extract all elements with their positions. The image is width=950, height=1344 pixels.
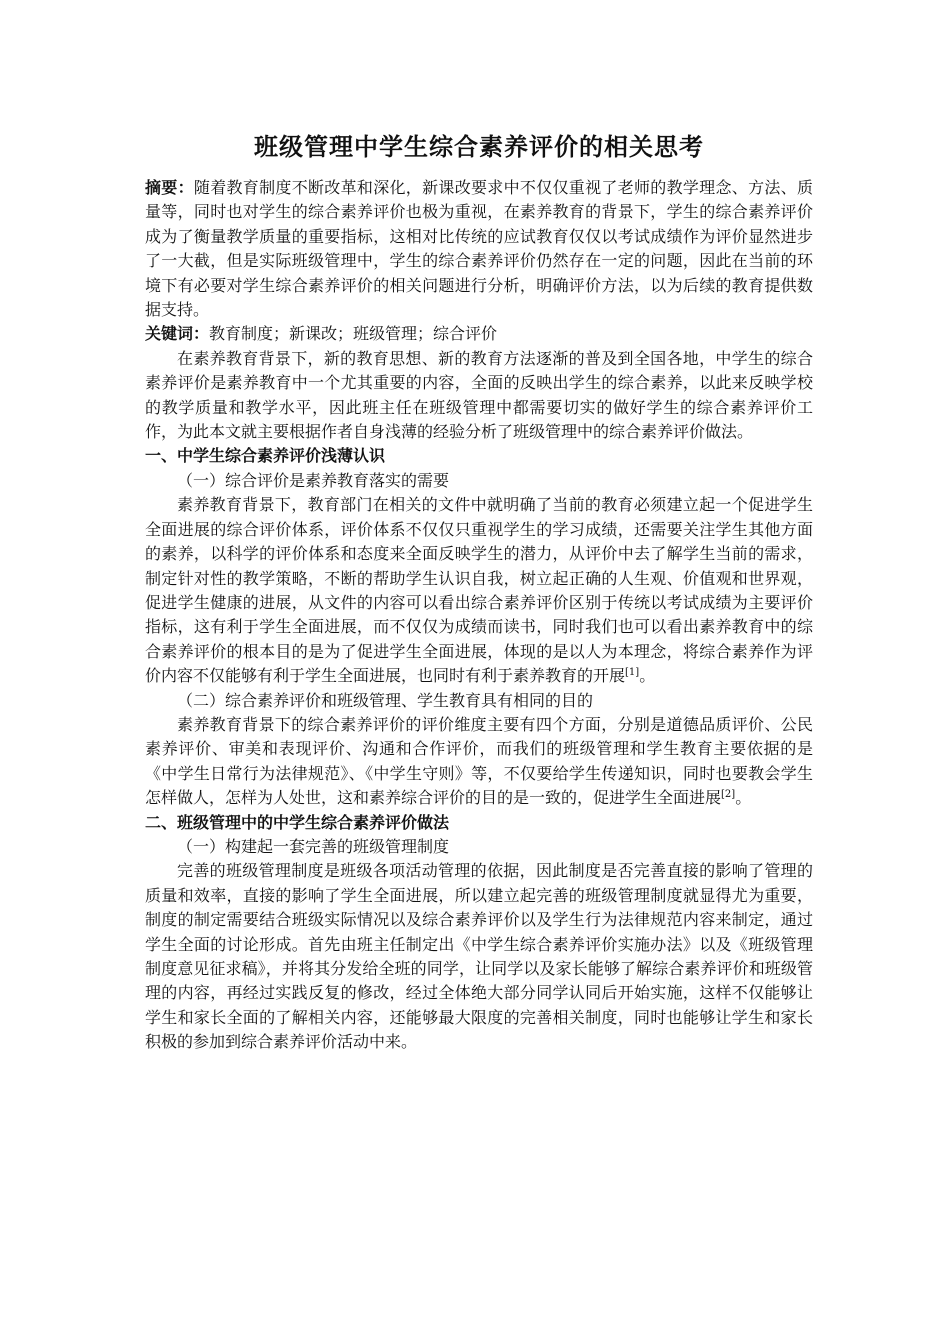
keywords-label: 关键词： — [145, 324, 210, 344]
section-1-subheading-1: （一）综合评价是素养教育落实的需要 — [177, 470, 450, 490]
keywords-text: 教育制度；新课改；班级管理；综合评价 — [209, 324, 498, 344]
section-1-paragraph-1-end: 。 — [639, 666, 656, 686]
abstract — [145, 176, 813, 322]
citation-2: [2] — [721, 789, 736, 801]
section-1-paragraph-1-text: 素养教育背景下，教育部门在相关的文件中就明确了当前的教育必须建立起一个促进学生全面进展的综合评价体系，评价体系不仅仅只重视学生的学习成绩，还需要关注学生其他方面的素养，以科学的评价体系和态度来全面反映学生的潜力，从评价中去了解学生当前的需求，制定针对性的教学策略，不断的帮助学生认识自我，树立起正确的人生观、价值观和世界观，促进学生健康的进展，从文件的内容可以看出综合素养评价区别于传统以考试成绩为主要评价指标，这有利于学生全面进展，而不仅仅为成绩而读书，同时我们也可以看出素养教育中的综合素养评价的根本目的是为了促进学生全面进展，体现的是以人为本理念，将综合素养作为评价内容不仅能够有利于学生全面进展，也同时有利于素养教育的开展 — [145, 495, 813, 686]
section-1-heading: 一、中学生综合素养评价浅薄认识 — [145, 446, 386, 466]
section-1-subheading-2: （二）综合素养评价和班级管理、学生教育具有相同的目的 — [177, 690, 594, 710]
section-2-heading: 二、班级管理中的中学生综合素养评价做法 — [145, 812, 450, 832]
section-1-paragraph-2-end: 。 — [735, 788, 752, 808]
keywords — [145, 322, 813, 346]
citation-1: [1] — [625, 667, 640, 679]
section-1-paragraph-1 — [145, 493, 813, 688]
intro-paragraph: 在素养教育背景下，新的教育思想、新的教育方法逐渐的普及到全国各地，中学生的综合素养评价是素养教育中一个尤其重要的内容，全面的反映出学生的综合素养，以此来反映学校的教学质量和教学水平，因此班主任在班级管理中都需要切实的做好学生的综合素养评价工作，为此本文就主要根据作者自身浅薄的经验分析了班级管理中的综合素养评价做法。 — [145, 348, 813, 442]
section-2-subheading-1: （一）构建起一套完善的班级管理制度 — [177, 836, 450, 856]
abstract-label: 摘要： — [145, 178, 194, 197]
section-2-paragraph-1: 完善的班级管理制度是班级各项活动管理的依据，因此制度是否完善直接的影响了管理的质量和效率，直接的影响了学生全面进展，所以建立起完善的班级管理制度就显得尤为重要，制度的制定需要结合班级实际情况以及综合素养评价以及学生行为法律规范内容来制定，通过学生全面的讨论形成。首先由班主任制定出《中学生综合素养评价实施办法》以及《班级管理制度意见征求稿》，并将其分发给全班的同学，让同学以及家长能够了解综合素养评价和班级管理的内容，再经过实践反复的修改，经过全体绝大部分同学认同后开始实施，这样不仅能够让学生和家长全面的了解相关内容，还能够最大限度的完善相关制度，同时也能够让学生和家长积极的参加到综合素养评价活动中来。 — [145, 861, 813, 1052]
section-1-paragraph-2-text: 素养教育背景下的综合素养评价的评价维度主要有四个方面，分别是道德品质评价、公民素养评价、审美和表现评价、沟通和合作评价，而我们的班级管理和学生教育主要依据的是《中学生日常行为法律规范》、《中学生守则》等，不仅要给学生传递知识，同时也要教会学生怎样做人，怎样为人处世，这和素养综合评价的目的是一致的，促进学生全面进展 — [145, 714, 813, 808]
document-title: 班级管理中学生综合素养评价的相关思考 — [254, 133, 704, 161]
section-1-paragraph-2 — [145, 713, 813, 811]
abstract-text: 随着教育制度不断改革和深化，新课改要求中不仅仅重视了老师的教学理念、方法、质量等，同时也对学生的综合素养评价也极为重视，在素养教育的背景下，学生的综合素养评价成为了衡量教学质量的重要指标，这相对比传统的应试教育仅仅以考试成绩作为评价显然进步了一大截，但是实际班级管理中，学生的综合素养评价仍然存在一定的问题，因此在当前的环境下有必要对学生综合素养评价的相关问题进行分析，明确评价方法，以为后续的教育提供数据支持。 — [145, 178, 813, 320]
document-page — [145, 130, 813, 1055]
